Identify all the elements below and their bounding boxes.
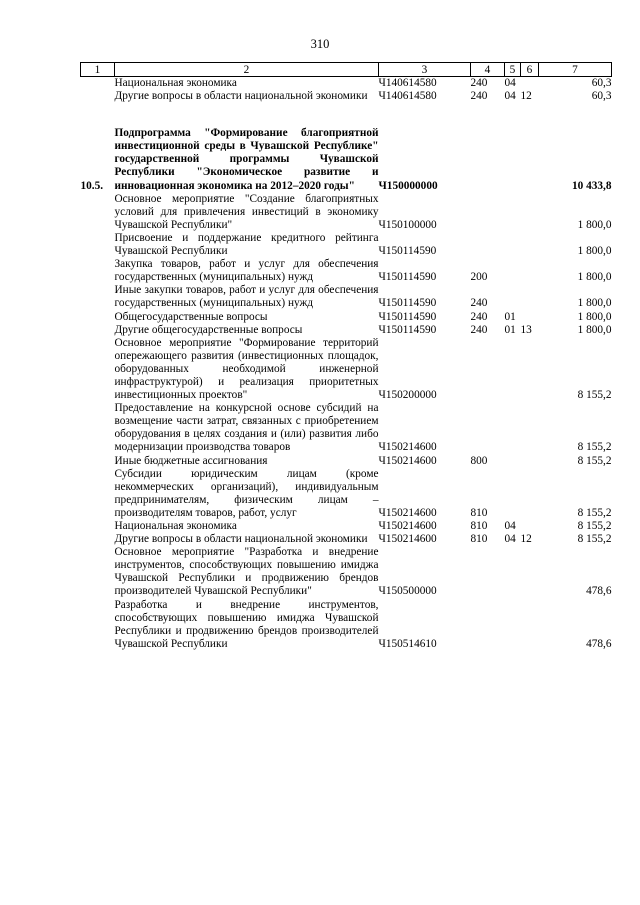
table-row (81, 599, 612, 651)
row-name: Другие вопросы в области национальной экономики (114, 533, 368, 546)
row-number (81, 311, 115, 324)
row-expense-type: 800 (470, 454, 488, 467)
row-name: Иные закупки товаров, работ и услуг для обеспечения государственных (муниципальных) нужд (114, 284, 379, 310)
row-name: Другие вопросы в области национальной экономики (114, 90, 368, 103)
row-amount: 60,3 (591, 90, 612, 103)
row-code: Ч150114590 (378, 271, 437, 284)
row-subsection (521, 258, 539, 284)
table-row (81, 337, 612, 402)
row-expense-type: 240 (470, 77, 488, 89)
row-number (81, 402, 115, 454)
row-amount: 8 155,2 (577, 454, 612, 467)
row-section (505, 337, 521, 402)
row-amount: 478,6 (586, 585, 612, 598)
row-section: 04 (504, 520, 516, 532)
table-row (81, 455, 612, 468)
row-code: Ч150200000 (378, 389, 437, 402)
row-code: Ч150214600 (378, 506, 437, 519)
row-amount: 8 155,2 (577, 441, 612, 454)
row-amount: 8 155,2 (577, 506, 612, 519)
row-name: Иные бюджетные ассигнования (114, 454, 268, 467)
row-number: 10.5. (80, 179, 104, 192)
row-section: 01 (504, 323, 516, 336)
row-subsection (521, 468, 539, 520)
row-name: Основное мероприятие "Создание благоприятных условий для привлечения инвестиций в экономику Чувашской Республики" (114, 192, 379, 231)
column-header: 2 (115, 63, 379, 77)
row-code: Ч150100000 (378, 218, 437, 231)
row-number (81, 533, 115, 546)
row-amount: 10 433,8 (571, 179, 612, 192)
row-amount: 8 155,2 (577, 533, 612, 546)
row-name: Национальная экономика (114, 520, 237, 532)
table-header-row (81, 63, 612, 77)
row-code: Ч150500000 (378, 585, 437, 598)
row-subsection (521, 311, 539, 324)
row-expense-type (471, 127, 505, 192)
row-code: Ч150000000 (378, 179, 438, 192)
row-section: 04 (504, 533, 516, 546)
row-name: Основное мероприятие "Разработка и внедрение инструментов, способствующих повышению имиджа Чувашской Республики и продвижению брендов производителей Чувашской Республики" (114, 546, 379, 598)
row-section: 01 (504, 310, 516, 323)
row-section (505, 258, 521, 284)
row-section (505, 402, 521, 454)
column-header: 7 (539, 63, 612, 77)
row-name: Разработка и внедрение инструментов, способствующих повышению имиджа Чувашской Республики и продвижению брендов производителей Чувашской Республики (114, 598, 379, 650)
table-row (81, 311, 612, 324)
row-subsection (521, 284, 539, 310)
row-amount: 478,6 (586, 637, 612, 650)
row-code: Ч150114590 (378, 297, 437, 310)
row-code: Ч150114590 (378, 310, 437, 323)
row-expense-type: 810 (470, 533, 488, 546)
row-subsection (521, 599, 539, 651)
row-expense-type: 240 (470, 323, 488, 336)
column-header: 3 (379, 63, 471, 77)
row-subsection (521, 520, 539, 533)
table-row (81, 520, 612, 533)
row-code: Ч150214600 (378, 520, 437, 532)
row-name: Основное мероприятие "Формирование территорий опережающего развития (инвестиционных площадок, оборудованных необходимой инженерной инфраструктурой) и реализация приоритетных инвестиционных проектов" (114, 336, 379, 402)
spacer-row (81, 103, 612, 127)
table-row (81, 284, 612, 310)
row-number (81, 193, 115, 232)
row-number (81, 520, 115, 533)
row-amount: 1 800,0 (577, 310, 612, 323)
row-amount: 8 155,2 (577, 520, 612, 532)
column-header: 6 (521, 63, 539, 77)
table-row (81, 258, 612, 284)
row-expense-type (471, 337, 505, 402)
row-subsection (521, 232, 539, 258)
row-subsection: 13 (520, 323, 532, 336)
row-name: Субсидии юридическим лицам (кроме некоммерческих организаций), индивидуальным предпринимателям, физическим лицам – производителям товаров, работ, услуг (114, 467, 379, 519)
row-section (505, 232, 521, 258)
column-header: 1 (81, 63, 115, 77)
row-code: Ч150114590 (378, 245, 437, 258)
table-row (81, 324, 612, 337)
row-expense-type: 240 (470, 90, 488, 103)
row-number (81, 546, 115, 598)
row-amount: 1 800,0 (577, 271, 612, 284)
table-row (81, 193, 612, 232)
row-subsection (521, 337, 539, 402)
row-expense-type: 240 (470, 310, 488, 323)
row-expense-type (471, 193, 505, 232)
row-subsection (521, 546, 539, 598)
table-row (81, 533, 612, 546)
row-name: Общегосударственные вопросы (114, 310, 268, 323)
table-row (81, 77, 612, 91)
row-amount: 60,3 (591, 77, 612, 89)
row-expense-type: 200 (470, 271, 488, 284)
row-section (505, 599, 521, 651)
row-code: Ч150514610 (378, 637, 437, 650)
table-row (81, 468, 612, 520)
row-name: Предоставление на конкурсной основе субсидий на возмещение части затрат, связанных с приобретением оборудования в целях создания и (или) развития либо модернизации производства товаров (114, 402, 379, 454)
table-row (81, 90, 612, 103)
table-row (81, 232, 612, 258)
row-amount: 1 800,0 (577, 245, 612, 258)
row-expense-type: 240 (470, 297, 488, 310)
row-section (505, 193, 521, 232)
row-number (81, 599, 115, 651)
row-name: Национальная экономика (114, 77, 237, 89)
row-amount: 1 800,0 (577, 323, 612, 336)
row-code: Ч150214600 (378, 533, 437, 546)
row-name: Закупка товаров, работ и услуг для обеспечения государственных (муниципальных) нужд (114, 258, 379, 284)
row-code: Ч150114590 (378, 323, 437, 336)
row-subsection (521, 193, 539, 232)
row-number (81, 284, 115, 310)
row-subsection (521, 455, 539, 468)
row-subsection: 12 (520, 90, 532, 103)
row-subsection (521, 402, 539, 454)
row-name: Подпрограмма "Формирование благоприятной инвестиционной среды в Чувашской Республике" государственной программы Чувашской Республики "Экономическое развитие и инновационная экономика на 2012–2020 годы" (114, 127, 379, 192)
row-section (505, 455, 521, 468)
row-section: 04 (504, 77, 516, 89)
row-section (505, 468, 521, 520)
row-subsection: 12 (520, 533, 532, 546)
row-number (81, 324, 115, 337)
row-code: Ч140614580 (378, 77, 437, 89)
row-expense-type (471, 599, 505, 651)
row-number (81, 455, 115, 468)
row-expense-type (471, 402, 505, 454)
row-number (81, 468, 115, 520)
row-code: Ч150214600 (378, 441, 437, 454)
row-code: Ч140614580 (378, 90, 437, 103)
table-body (81, 77, 612, 651)
row-section (505, 284, 521, 310)
column-header: 4 (471, 63, 505, 77)
row-number (81, 258, 115, 284)
column-header: 5 (505, 63, 521, 77)
row-section (505, 127, 521, 192)
row-number (81, 232, 115, 258)
budget-table (80, 62, 612, 651)
page-number: 310 (310, 37, 330, 51)
table-row (81, 546, 612, 598)
row-number (81, 77, 115, 91)
row-expense-type: 810 (470, 506, 488, 519)
row-subsection (521, 77, 539, 91)
row-expense-type: 810 (470, 520, 488, 532)
row-number (81, 337, 115, 402)
row-expense-type (471, 232, 505, 258)
row-name: Другие общегосударственные вопросы (114, 323, 303, 336)
row-amount: 1 800,0 (577, 297, 612, 310)
row-section (505, 546, 521, 598)
row-amount: 1 800,0 (577, 218, 612, 231)
row-expense-type (471, 546, 505, 598)
row-code: Ч150214600 (378, 454, 437, 467)
row-amount: 8 155,2 (577, 389, 612, 402)
row-number (81, 90, 115, 103)
row-name: Присвоение и поддержание кредитного рейтинга Чувашской Республики (114, 231, 379, 258)
row-subsection (521, 127, 539, 192)
table-row (81, 127, 612, 192)
table-row (81, 402, 612, 454)
row-section: 04 (504, 90, 516, 103)
